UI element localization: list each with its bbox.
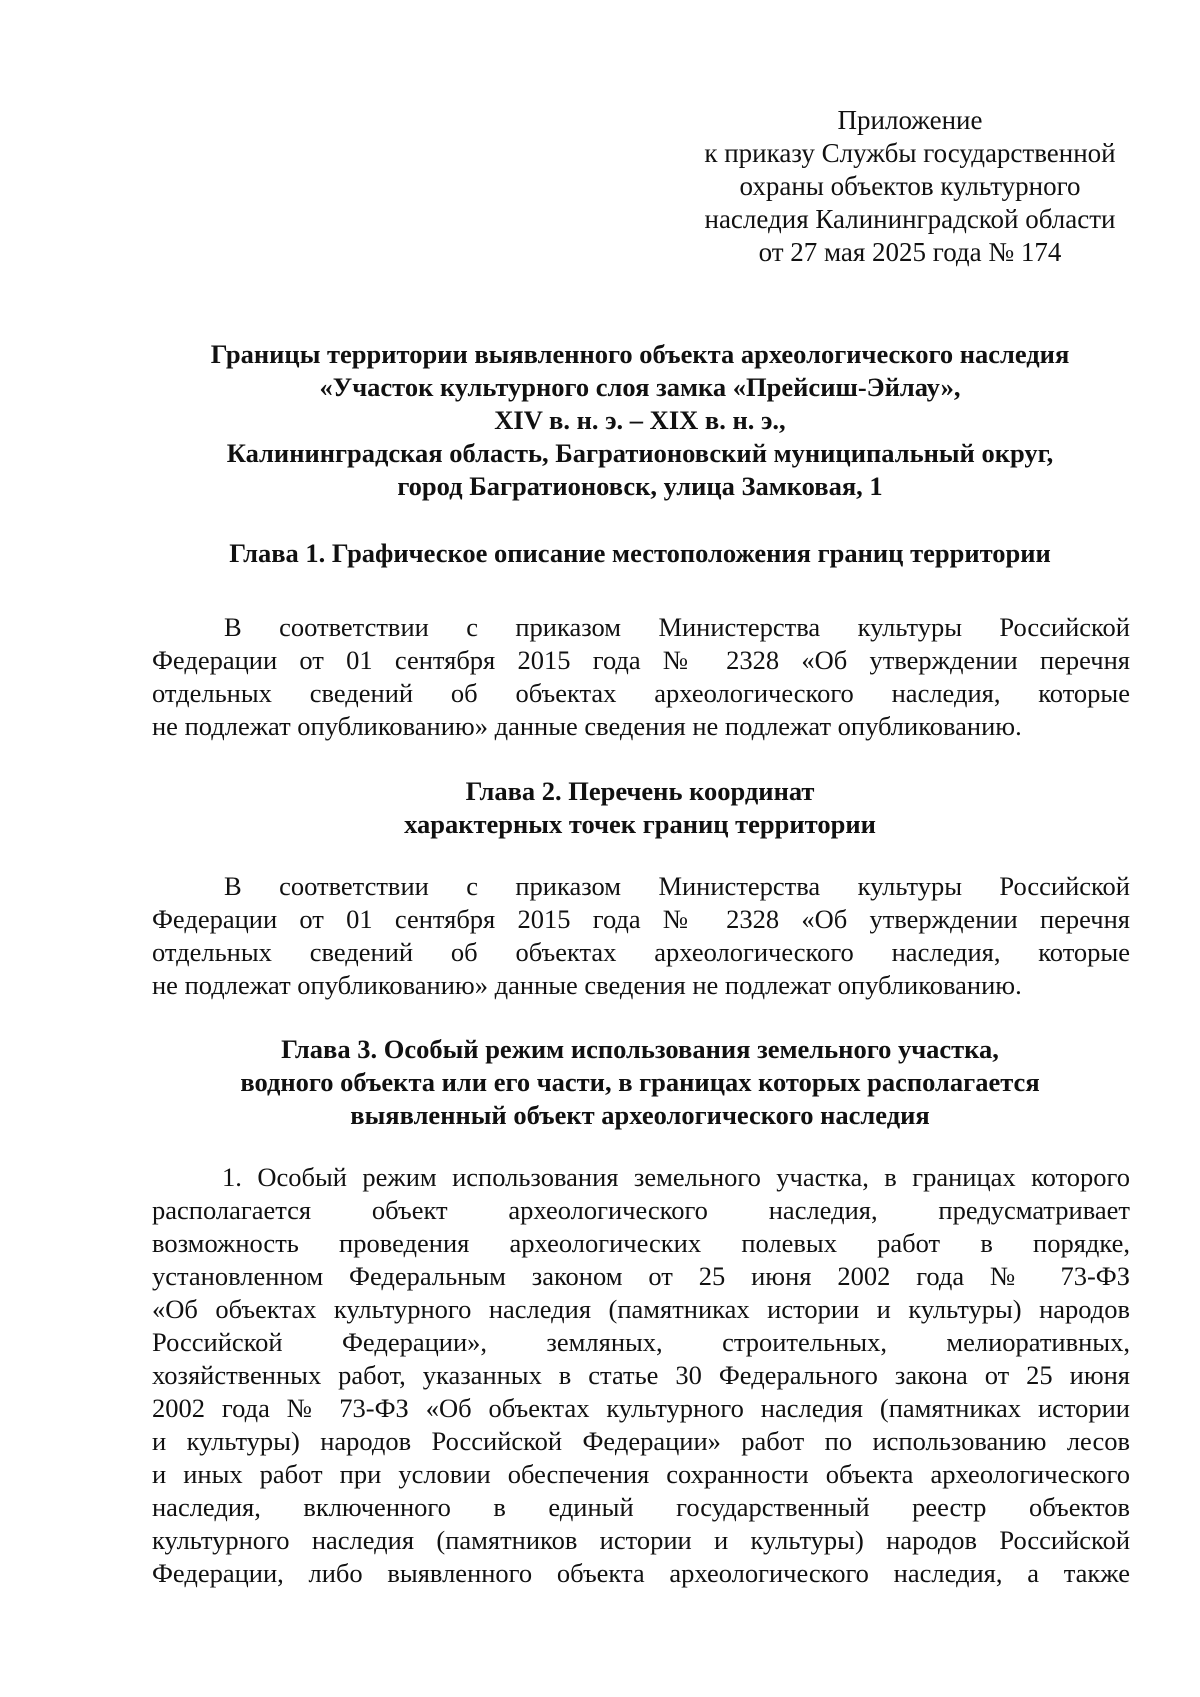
paragraph-line: В соответствии с приказом Министерства культуры Российской	[224, 612, 1130, 642]
paragraph-line: Федерации от 01 сентября 2015 года № 2328 «Об утверждении перечня	[152, 904, 1130, 934]
heading-line: Глава 1. Графическое описание местоположения границ территории	[229, 538, 1051, 568]
heading-line: Глава 2. Перечень координат	[465, 776, 815, 806]
paragraph-line: возможность проведения археологических полевых работ в порядке,	[152, 1228, 1130, 1258]
heading-line: Глава 3. Особый режим использования земельного участка,	[281, 1034, 999, 1064]
appendix-header	[690, 104, 1130, 269]
paragraph-line: «Об объектах культурного наследия (памятниках истории и культуры) народов	[152, 1294, 1130, 1324]
paragraph-line: хозяйственных работ, указанных в статье 30 Федерального закона от 25 июня	[152, 1360, 1130, 1390]
paragraph-line: не подлежат опубликованию» данные сведения не подлежат опубликованию.	[152, 970, 1022, 1000]
chapter3-paragraph	[152, 1161, 1130, 1590]
paragraph-line: 1. Особый режим использования земельного участка, в границах которого	[222, 1162, 1130, 1192]
heading-line: водного объекта или его части, в границах которых располагается	[240, 1067, 1040, 1097]
paragraph-line: наследия, включенного в единый государственный реестр объектов	[152, 1492, 1130, 1522]
title-line: Калининградская область, Багратионовский муниципальный округ,	[226, 438, 1054, 468]
paragraph-line: Российской Федерации», земляных, строительных, мелиоративных,	[152, 1327, 1130, 1357]
appendix-line: к приказу Службы государственной	[704, 138, 1116, 168]
paragraph-line: отдельных сведений об объектах археологического наследия, которые	[152, 678, 1130, 708]
heading-line: выявленный объект археологического наследия	[350, 1100, 930, 1130]
paragraph-line: Федерации, либо выявленного объекта археологического наследия, а также	[152, 1558, 1130, 1588]
paragraph-line: культурного наследия (памятников истории и культуры) народов Российской	[152, 1525, 1130, 1555]
paragraph-line: не подлежат опубликованию» данные сведения не подлежат опубликованию.	[152, 711, 1022, 741]
paragraph-line: и иных работ при условии обеспечения сохранности объекта археологического	[152, 1459, 1130, 1489]
document-title	[150, 338, 1130, 503]
chapter2-heading	[150, 775, 1130, 841]
paragraph-line: располагается объект археологического наследия, предусматривает	[152, 1195, 1130, 1225]
paragraph-line: 2002 года № 73-ФЗ «Об объектах культурного наследия (памятниках истории	[152, 1393, 1130, 1423]
heading-line: характерных точек границ территории	[404, 809, 876, 839]
chapter3-heading	[150, 1033, 1130, 1132]
appendix-line: охраны объектов культурного	[739, 171, 1081, 201]
paragraph-line: отдельных сведений об объектах археологического наследия, которые	[152, 937, 1130, 967]
appendix-line: наследия Калининградской области	[704, 204, 1116, 234]
title-line: XIV в. н. э. – XIX в. н. э.,	[494, 405, 786, 435]
chapter1-heading	[150, 537, 1130, 570]
paragraph-line: и культуры) народов Российской Федерации» работ по использованию лесов	[152, 1426, 1130, 1456]
appendix-line: Приложение	[837, 105, 983, 135]
chapter2-paragraph	[152, 870, 1130, 1002]
paragraph-line: Федерации от 01 сентября 2015 года № 2328 «Об утверждении перечня	[152, 645, 1130, 675]
appendix-line: от 27 мая 2025 года № 174	[758, 237, 1062, 267]
paragraph-line: установленном Федеральным законом от 25 июня 2002 года № 73-ФЗ	[152, 1261, 1130, 1291]
title-line: Границы территории выявленного объекта археологического наследия	[210, 339, 1070, 369]
title-line: город Багратионовск, улица Замковая, 1	[397, 471, 883, 501]
paragraph-line: В соответствии с приказом Министерства культуры Российской	[224, 871, 1130, 901]
chapter1-paragraph	[152, 611, 1130, 743]
title-line: «Участок культурного слоя замка «Прейсиш-Эйлау»,	[319, 372, 961, 402]
